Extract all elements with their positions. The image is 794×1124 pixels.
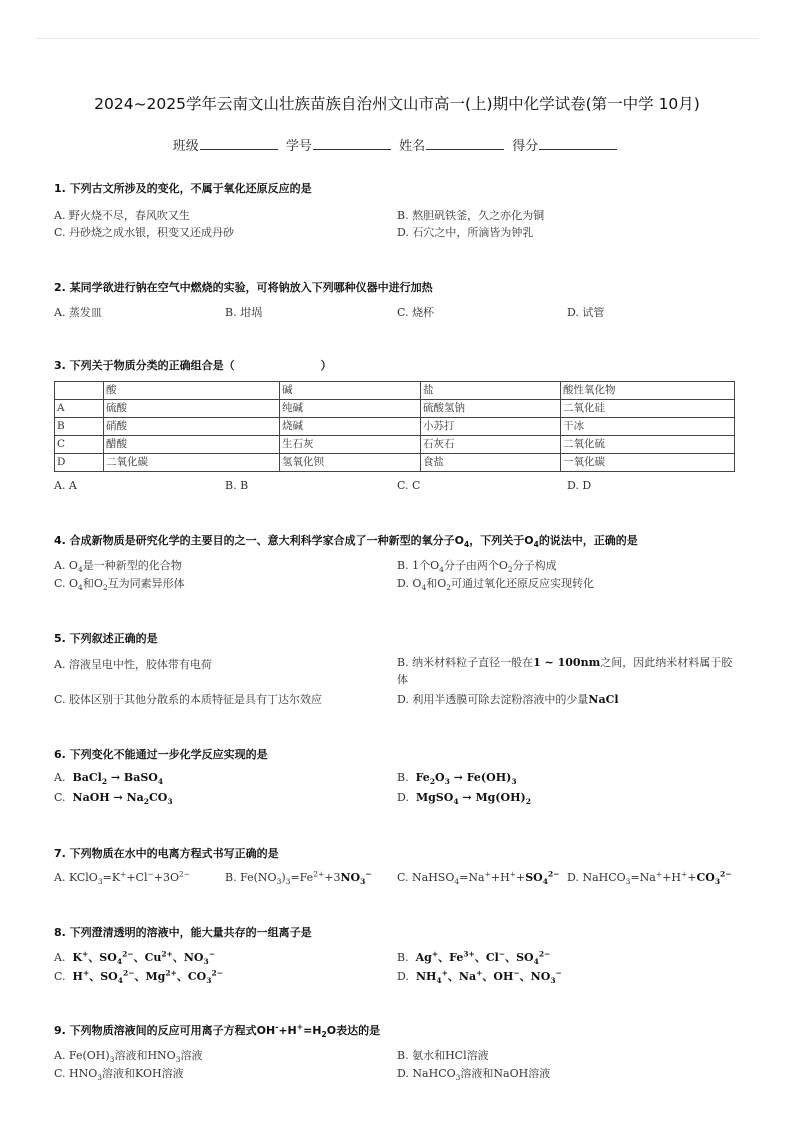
nacl-math: NaCl — [588, 693, 619, 706]
table-cell: D — [55, 454, 104, 472]
option-text: 溶液 — [180, 1049, 203, 1062]
table-row — [55, 454, 735, 472]
question-7-option-a[interactable] — [54, 869, 191, 887]
question-8-stem: 8. 下列澄清透明的溶液中，能大量共存的一组离子是 — [54, 926, 312, 939]
question-3-stem-close: ） — [320, 359, 332, 372]
table-cell: A — [55, 400, 104, 418]
option-label: A. — [54, 951, 66, 964]
option-label: A. — [54, 771, 66, 784]
option-label: D. — [397, 791, 409, 804]
table-cell: 硫酸 — [104, 400, 280, 418]
question-4-option-b[interactable] — [397, 557, 557, 573]
score-label: 得分 — [512, 139, 539, 154]
question-4-option-a[interactable] — [54, 557, 182, 573]
question-3-stem — [54, 357, 332, 373]
question-7-option-b[interactable] — [225, 869, 372, 887]
table-header-row — [55, 382, 735, 400]
table-cell: 烧碱 — [280, 418, 421, 436]
question-1-option-a[interactable]: A. 野火烧不尽，春风吹又生 — [54, 209, 190, 222]
classification-table — [54, 381, 735, 472]
question-1-stem: 1. 下列古文所涉及的变化，不属于氧化还原反应的是 — [54, 182, 312, 195]
name-label: 姓名 — [399, 139, 426, 154]
option-label: A. — [54, 871, 66, 884]
option-label: C. — [54, 791, 66, 804]
subscript: 4 — [77, 565, 83, 575]
option-text: 溶液和NaOH溶液 — [460, 1067, 551, 1080]
option-text: A. Fe(OH) — [54, 1049, 110, 1062]
subscript: 3 — [175, 1055, 181, 1065]
subscript: 4 — [439, 565, 444, 575]
question-1-option-c[interactable]: C. 丹砂烧之成水银，积变又还成丹砂 — [54, 226, 235, 239]
id-label: 学号 — [285, 139, 312, 154]
question-5-option-b[interactable] — [397, 654, 737, 688]
question-8-option-a[interactable] — [54, 949, 215, 965]
table-cell: 硫酸氢钠 — [421, 400, 561, 418]
question-7-option-c[interactable] — [397, 869, 560, 887]
id-blank[interactable] — [313, 137, 391, 150]
question-2-option-a[interactable]: A. 蒸发皿 — [54, 306, 102, 319]
table-cell: B — [55, 418, 104, 436]
score-blank[interactable] — [539, 137, 617, 150]
question-4-option-d[interactable] — [397, 575, 594, 591]
subscript: 4 — [421, 583, 427, 593]
formula: MgSO$_4$ → $Mg(OH)_2$ — [415, 791, 531, 807]
question-6-option-a[interactable] — [54, 771, 164, 787]
subscript: 3 — [97, 1073, 103, 1083]
option-label: C. — [397, 871, 409, 884]
question-6-option-c[interactable] — [54, 791, 173, 807]
question-2-stem: 2. 某同学欲进行钠在空气中燃烧的实验，可将钠放入下列哪种仪器中进行加热 — [54, 281, 433, 294]
option-text: C. HNO — [54, 1067, 98, 1080]
q9-stem-part: =H — [303, 1024, 322, 1037]
question-3-option-a[interactable]: A. A — [54, 479, 77, 492]
subscript: 2 — [507, 565, 513, 575]
option-text: 和O — [426, 577, 447, 590]
question-7-option-d[interactable] — [567, 869, 732, 887]
superscript: + — [296, 1022, 304, 1032]
option-text: C. O — [54, 577, 79, 590]
option-text: 溶液和KOH溶液 — [102, 1067, 184, 1080]
equation: $KClO_3=K^++Cl^-+3O^{2-}$ — [68, 869, 191, 887]
question-2-option-d[interactable]: D. 试管 — [567, 306, 605, 319]
table-cell: 醋酸 — [104, 436, 280, 454]
subscript: 2 — [321, 1030, 327, 1040]
question-6-option-b[interactable] — [397, 771, 517, 787]
exam-title: 2024~2025学年云南文山壮族苗族自治州文山市高一(上)期中化学试卷(第一中学 10月) — [94, 95, 700, 113]
table-header-cell: 酸性氧化物 — [561, 382, 735, 400]
option-label: B. — [225, 871, 237, 884]
equation: $NaHSO_4=Na^++H^++SO_4^{2-}$ — [412, 869, 560, 887]
question-7-stem: 7. 下列物质在水中的电离方程式书写正确的是 — [54, 847, 279, 860]
subscript: 4 — [464, 540, 470, 550]
subscript: 2 — [446, 583, 452, 593]
q4-stem-part: 4. 合成新物质是研究化学的主要目的之一、意大利科学家合成了一种新型的氧分子O — [54, 534, 465, 547]
option-text: D. O — [397, 577, 422, 590]
table-header-cell: 酸 — [104, 382, 280, 400]
table-row — [55, 418, 735, 436]
q4-stem-part: ，下列关于O — [469, 534, 534, 547]
option-text: 互为同素异形体 — [107, 577, 185, 590]
table-row — [55, 400, 735, 418]
superscript: - — [275, 1022, 279, 1032]
table-cell: 氢氧化钡 — [280, 454, 421, 472]
q9-stem-part: O表达的是 — [326, 1024, 381, 1037]
question-9-option-d[interactable] — [397, 1065, 550, 1081]
option-text: 之间，因此纳米材料属于胶体 — [397, 656, 733, 686]
table-cell: 二氧化硫 — [561, 436, 735, 454]
question-3-option-d[interactable]: D. D — [567, 479, 592, 492]
option-text: D. 利用半透膜可除去淀粉溶液中的少量 — [397, 693, 589, 706]
question-6-option-d[interactable] — [397, 791, 531, 807]
class-label: 班级 — [172, 139, 199, 154]
table-cell: 食盐 — [421, 454, 561, 472]
option-text: 分子构成 — [512, 559, 557, 572]
question-5-stem: 5. 下列叙述正确的是 — [54, 632, 158, 645]
option-text: 分子由两个O — [443, 559, 508, 572]
subscript: 2 — [102, 583, 108, 593]
option-text: A. O — [54, 559, 78, 572]
option-label: B. — [397, 771, 409, 784]
question-5-option-a[interactable]: A. 溶液呈电中性，胶体带有电荷 — [54, 658, 212, 671]
table-cell: 石灰石 — [421, 436, 561, 454]
option-text: 可通过氧化还原反应实现转化 — [451, 577, 595, 590]
formula: BaCl$_2$ → BaSO$_4$ — [72, 771, 164, 787]
question-1-option-d[interactable]: D. 石穴之中，所滴皆为钟乳 — [397, 226, 534, 239]
question-3-option-b[interactable]: B. B — [225, 479, 249, 492]
range-math: 1 ~ 100nm — [533, 656, 601, 669]
option-text: 和O — [82, 577, 103, 590]
subscript: 4 — [78, 583, 83, 593]
table-row — [55, 436, 735, 454]
q9-stem-part: 9. 下列物质溶液间的反应可用离子方程式OH — [54, 1024, 276, 1037]
table-cell: 小苏打 — [421, 418, 561, 436]
question-9-option-c[interactable] — [54, 1065, 184, 1081]
table-cell: 生石灰 — [280, 436, 421, 454]
question-4-option-c[interactable] — [54, 575, 185, 591]
subscript: 3 — [109, 1055, 115, 1065]
option-label: C. — [54, 970, 66, 983]
table-header-cell: 盐 — [421, 382, 561, 400]
option-label: B. — [397, 951, 409, 964]
option-text: 是一种新型的化合物 — [82, 559, 182, 572]
subscript: 4 — [533, 540, 539, 550]
question-9-option-a[interactable] — [54, 1047, 202, 1063]
question-8-option-d[interactable] — [397, 968, 562, 984]
option-text: B. 纳米材料粒子直径一般在 — [397, 656, 534, 669]
equation: $NaHCO_3=Na^++H^++CO_3^{2-}$ — [582, 869, 732, 887]
question-2-option-c[interactable]: C. 烧杯 — [397, 306, 435, 319]
question-9-option-b[interactable]: B. 氨水和HCl溶液 — [397, 1049, 489, 1062]
table-header-cell — [55, 382, 104, 400]
question-3-stem-text: 3. 下列关于物质分类的正确组合是（ — [54, 359, 235, 372]
question-5-option-d[interactable] — [397, 691, 619, 707]
table-cell: 干冰 — [561, 418, 735, 436]
formula: NaOH → $Na_2CO_3$ — [72, 791, 173, 807]
option-label: D. — [397, 970, 409, 983]
question-8-option-c[interactable] — [54, 968, 223, 984]
question-9-stem — [54, 1022, 380, 1038]
table-header-cell: 碱 — [280, 382, 421, 400]
ion-list: K+、$SO_4^{2-}$、$Cu^{2+}$、$NO_3^-$ — [72, 949, 216, 967]
student-info-line — [0, 135, 794, 154]
option-text: D. NaHCO — [397, 1067, 456, 1080]
question-3-option-c[interactable]: C. C — [397, 479, 421, 492]
option-label: D. — [567, 871, 579, 884]
question-5-option-c[interactable]: C. 胶体区别于其他分散系的本质特征是具有丁达尔效应 — [54, 693, 323, 706]
question-1-option-b[interactable]: B. 熬胆矾铁釜，久之亦化为铜 — [397, 209, 545, 222]
formula: $Fe_2O_3 \to Fe(OH)_3$ — [415, 771, 517, 787]
name-blank[interactable] — [426, 137, 504, 150]
ion-list: H+、$SO_4^{2-}$、$Mg^{2+}$、$CO_3^{2-}$ — [72, 968, 223, 986]
table-cell: 二氧化硅 — [561, 400, 735, 418]
question-8-option-b[interactable] — [397, 949, 550, 965]
q4-stem-part: 的说法中，正确的是 — [538, 534, 638, 547]
equation: $Fe(NO_3)_3=Fe^{2+}+3NO_3^-$ — [240, 869, 372, 887]
question-6-stem: 6. 下列变化不能通过一步化学反应实现的是 — [54, 748, 268, 761]
question-2-option-b[interactable]: B. 坩埚 — [225, 306, 263, 319]
table-cell: 纯碱 — [280, 400, 421, 418]
table-cell: 硝酸 — [104, 418, 280, 436]
subscript: 3 — [455, 1073, 461, 1083]
ion-list: $NH_4^+$、Na+、OH−、$NO_3^-$ — [415, 968, 562, 986]
table-cell: 一氧化碳 — [561, 454, 735, 472]
ion-list: Ag+、$Fe^{3+}$、Cl−、$SO_4^{2-}$ — [415, 949, 551, 967]
table-cell: C — [55, 436, 104, 454]
header-rule — [36, 38, 758, 39]
q9-stem-part: +H — [278, 1024, 297, 1037]
option-text: 溶液和HNO — [114, 1049, 176, 1062]
question-4-stem — [54, 532, 638, 548]
option-text: B. 1个O — [397, 559, 440, 572]
class-blank[interactable] — [200, 137, 278, 150]
table-cell: 二氧化碳 — [104, 454, 280, 472]
